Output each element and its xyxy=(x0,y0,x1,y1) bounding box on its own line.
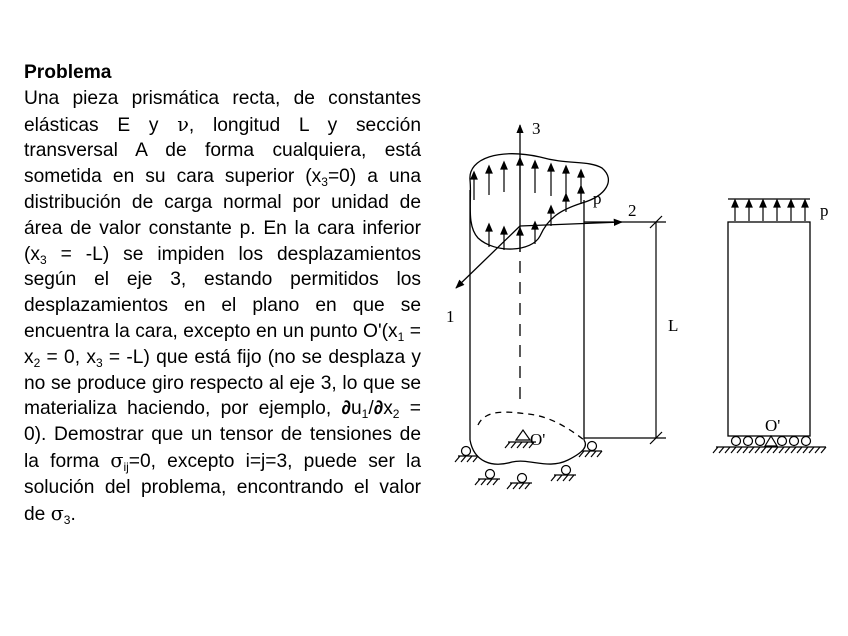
roller xyxy=(802,437,811,446)
hatch-line xyxy=(513,483,518,489)
fixed-pin-support xyxy=(516,430,530,440)
hatch-line xyxy=(791,447,796,453)
load-arrow-head xyxy=(578,170,584,177)
elevation-load-arrow-head xyxy=(732,200,738,207)
subscript: 3 xyxy=(321,175,328,190)
hatch-line xyxy=(569,475,574,481)
hatch-line xyxy=(737,447,742,453)
top-cross-section xyxy=(470,154,608,249)
axis-3-label: 3 xyxy=(532,119,541,138)
subscript: 3 xyxy=(39,252,47,267)
elevation-load-arrows xyxy=(732,200,808,221)
hatch-line xyxy=(523,442,528,448)
elevation-load-arrow-head xyxy=(802,200,808,207)
text-run: =0) a una distribución de carga normal por unidad de área de valor constante p. En la cara inferior (x xyxy=(24,166,421,265)
hatch-line xyxy=(767,447,772,453)
hatch-line xyxy=(761,447,766,453)
fixed-point-label-right: O' xyxy=(765,416,781,435)
load-arrow-head xyxy=(563,194,569,201)
hatch-line xyxy=(749,447,754,453)
partial-symbol: ∂ xyxy=(373,398,384,420)
hatch-line xyxy=(475,479,480,485)
load-arrow-head xyxy=(486,224,492,231)
load-arrow-head xyxy=(517,228,523,235)
hatch-line xyxy=(743,447,748,453)
elevation-load-arrow-head xyxy=(760,200,766,207)
load-arrow-head xyxy=(548,206,554,213)
hatch-line xyxy=(557,475,562,481)
subscript: 3 xyxy=(63,512,71,527)
top-load-arrows xyxy=(471,158,584,252)
hatch-line xyxy=(525,483,530,489)
nu-symbol: ν xyxy=(177,112,189,136)
text-run: =0, excepto i=j=3, puede ser la solución del problema, encontrando el valor de xyxy=(24,450,421,525)
text-run: = -L) que está fijo (no se desplaza y no se produce giro respecto al eje 3, lo que se materializa haciendo, por ejemplo, xyxy=(24,346,422,420)
hatch-line xyxy=(551,475,556,481)
text-run: / xyxy=(368,398,374,420)
hatch-line xyxy=(507,483,512,489)
sigma-symbol: σ xyxy=(50,501,64,525)
hatch-line xyxy=(461,456,466,462)
elevation-view xyxy=(728,222,810,436)
hatch-line xyxy=(563,475,568,481)
load-arrow-head xyxy=(578,186,584,193)
axis-2-label: 2 xyxy=(628,201,637,220)
hatch-line xyxy=(493,479,498,485)
roller xyxy=(486,470,495,479)
hatch-line xyxy=(755,447,760,453)
length-dimension xyxy=(584,216,666,444)
hatch-line xyxy=(713,447,718,453)
problem-title: Problema xyxy=(24,62,112,83)
hatch-line xyxy=(591,451,596,457)
text-run: . xyxy=(70,503,76,525)
hatch-line xyxy=(803,447,808,453)
roller xyxy=(744,437,753,446)
text-run: Una pieza prismática recta, de constantes elásticas E y xyxy=(24,87,421,136)
hatch-line xyxy=(517,442,522,448)
elevation-supports xyxy=(713,436,826,453)
roller xyxy=(778,437,787,446)
sigma-symbol: σ xyxy=(110,448,124,472)
elevation-load-arrow-head xyxy=(746,200,752,207)
subscript: 2 xyxy=(392,407,400,422)
load-arrow-head xyxy=(501,162,507,169)
fixed-pin-support xyxy=(765,436,777,446)
roller xyxy=(562,466,571,475)
load-arrow-head xyxy=(486,166,492,173)
text-run: x xyxy=(383,398,393,420)
hatch-line xyxy=(785,447,790,453)
hatch-line xyxy=(719,447,724,453)
partial-symbol: ∂ xyxy=(341,398,351,420)
load-arrow-head xyxy=(563,166,569,173)
hatch-line xyxy=(773,447,778,453)
text-run: = 0). Demostrar que un tensor de tensiones de la forma xyxy=(24,398,421,472)
hatch-line xyxy=(511,442,516,448)
length-label: L xyxy=(668,316,679,335)
load-arrow-head xyxy=(471,172,477,179)
load-arrow-head xyxy=(548,164,554,171)
load-p-label-right: p xyxy=(820,201,829,220)
roller xyxy=(518,474,527,483)
hatch-line xyxy=(809,447,814,453)
text-run: = -L) se impiden los desplazamientos según el eje 3, estando permitidos los desplazamientos en el plano en que se encuentra la cara, excepto en un punto O'(x xyxy=(24,243,421,342)
hatch-line xyxy=(597,451,602,457)
elevation-load-arrow-head xyxy=(788,200,794,207)
roller xyxy=(756,437,765,446)
roller xyxy=(732,437,741,446)
hatch-line xyxy=(585,451,590,457)
load-arrow-head xyxy=(501,227,507,234)
subscript: 2 xyxy=(33,355,41,370)
fixed-point-label-left: O' xyxy=(530,430,546,449)
load-arrow-head xyxy=(532,161,538,168)
subscript: 1 xyxy=(397,329,405,344)
load-arrow-head xyxy=(517,158,523,165)
text-run: u xyxy=(351,398,362,420)
hatch-line xyxy=(455,456,460,462)
hatch-line xyxy=(467,456,472,462)
bottom-cross-section xyxy=(470,440,585,464)
axis-1-arrow xyxy=(456,226,520,288)
hatch-line xyxy=(473,456,478,462)
subscript: 3 xyxy=(95,355,103,370)
hatch-line xyxy=(519,483,524,489)
subscript: ij xyxy=(123,459,129,474)
load-p-label-left: p xyxy=(593,189,602,208)
hatch-line xyxy=(815,447,820,453)
hatch-line xyxy=(725,447,730,453)
axis-1-label: 1 xyxy=(446,307,455,326)
hatch-line xyxy=(797,447,802,453)
text-run: , longitud L y sección transversal A de forma cualquiera, está sometida en su cara superior (x xyxy=(24,114,421,188)
roller xyxy=(790,437,799,446)
subscript: 1 xyxy=(361,407,369,422)
load-arrow-head xyxy=(532,222,538,229)
hatch-line xyxy=(481,479,486,485)
hatch-line xyxy=(731,447,736,453)
hatch-line xyxy=(487,479,492,485)
hatch-line xyxy=(821,447,826,453)
hatch-line xyxy=(505,442,510,448)
roller xyxy=(462,447,471,456)
hatch-line xyxy=(779,447,784,453)
text-run: = x xyxy=(24,320,421,368)
roller xyxy=(588,442,597,451)
text-run: = 0, x xyxy=(40,346,96,368)
bottom-roller-supports xyxy=(455,430,602,489)
elevation-load-arrow-head xyxy=(774,200,780,207)
